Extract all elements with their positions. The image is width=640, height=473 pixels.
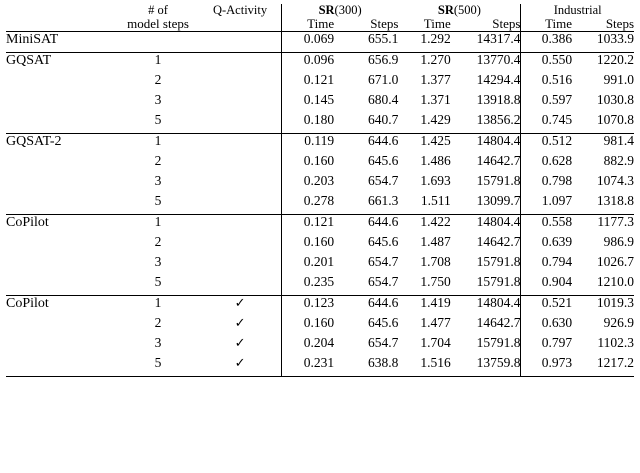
- cell-sr300-time: 0.180: [281, 113, 334, 134]
- table-row: [6, 113, 634, 134]
- cell-method: [6, 316, 117, 336]
- cell-sr500-steps: 15791.8: [476, 273, 521, 289]
- cell-industrial-time: 0.516: [521, 73, 572, 93]
- header-model-steps-line1: # of: [148, 3, 168, 17]
- cell-sr300-time: 0.160: [281, 235, 334, 255]
- cell-model-steps: 3: [154, 91, 162, 107]
- cell-q-activity: [199, 194, 281, 215]
- cell-sr500-time: 1.429: [420, 111, 451, 127]
- table-row: [6, 255, 634, 275]
- cell-method: CoPilot: [6, 214, 49, 230]
- cell-sr500-steps: 15791.8: [476, 172, 521, 188]
- cell-industrial-steps: 882.9: [603, 152, 634, 168]
- cell-sr500-steps: 15791.8: [476, 334, 521, 350]
- cell-sr300-steps: 661.3: [368, 192, 399, 208]
- cell-sr300-steps: 654.7: [368, 172, 399, 188]
- cell-sr300-time: 0.069: [281, 32, 334, 53]
- cell-sr300-steps: 645.6: [368, 152, 399, 168]
- cell-sr500-time: 1.693: [420, 172, 451, 188]
- cell-sr500-time: 1.708: [420, 253, 451, 269]
- table-row: [6, 336, 634, 356]
- cell-sr500-steps: 13856.2: [476, 111, 521, 127]
- cell-sr300-time: 0.204: [281, 336, 334, 356]
- cell-industrial-time: 0.597: [521, 93, 572, 113]
- cell-sr300-steps: 645.6: [368, 314, 399, 330]
- cell-model-steps: 1: [154, 132, 162, 148]
- cell-q-activity: ✓: [234, 314, 246, 330]
- cell-method: MiniSAT: [6, 31, 59, 47]
- cell-sr500-steps: 14642.7: [476, 152, 521, 168]
- cell-method: [6, 336, 117, 356]
- cell-sr500-steps: 14294.4: [476, 71, 521, 87]
- header-sr500-time: Time: [423, 16, 451, 32]
- cell-industrial-steps: 1070.8: [596, 111, 634, 127]
- cell-sr300-time: 0.123: [281, 296, 334, 316]
- cell-sr500-steps: 13770.4: [476, 51, 521, 67]
- table-row: [6, 53, 634, 73]
- table-row: [6, 174, 634, 194]
- cell-sr300-steps: 654.7: [368, 253, 399, 269]
- cell-sr300-time: 0.160: [281, 154, 334, 174]
- cell-model-steps: 5: [154, 354, 162, 370]
- cell-industrial-time: 0.639: [521, 235, 572, 255]
- cell-sr300-time: 0.235: [281, 275, 334, 296]
- cell-model-steps: 5: [154, 273, 162, 289]
- cell-sr300-steps: 644.6: [368, 132, 399, 148]
- cell-model-steps: 2: [154, 233, 162, 249]
- cell-industrial-time: 0.745: [521, 113, 572, 134]
- cell-industrial-time: 0.797: [521, 336, 572, 356]
- cell-sr500-time: 1.419: [420, 294, 451, 310]
- cell-sr500-steps: 14804.4: [476, 213, 521, 229]
- table-row: [6, 93, 634, 113]
- cell-sr300-steps: 654.7: [368, 334, 399, 350]
- cell-industrial-time: 0.512: [521, 134, 572, 154]
- cell-sr300-steps: 656.9: [368, 51, 399, 67]
- cell-q-activity: [199, 134, 281, 154]
- cell-sr300-steps: 640.7: [368, 111, 399, 127]
- cell-sr300-steps: 644.6: [368, 294, 399, 310]
- cell-industrial-time: 0.550: [521, 53, 572, 73]
- header-group-sr500-arg: (500): [453, 3, 481, 17]
- cell-sr300-time: 0.121: [281, 73, 334, 93]
- table-row: [6, 215, 634, 235]
- cell-model-steps: [117, 32, 200, 53]
- cell-q-activity: [199, 174, 281, 194]
- cell-industrial-time: 0.973: [521, 356, 572, 377]
- cell-sr300-time: 0.201: [281, 255, 334, 275]
- table-row: [6, 275, 634, 296]
- cell-method: [6, 93, 117, 113]
- cell-industrial-steps: 1220.2: [596, 51, 634, 67]
- cell-sr500-steps: 14804.4: [476, 132, 521, 148]
- cell-method: [6, 194, 117, 215]
- cell-q-activity: [199, 93, 281, 113]
- cell-sr300-time: 0.096: [281, 53, 334, 73]
- cell-method: [6, 174, 117, 194]
- cell-q-activity: [199, 275, 281, 296]
- cell-method: [6, 356, 117, 377]
- results-table: [6, 4, 634, 377]
- cell-sr500-steps: 14642.7: [476, 233, 521, 249]
- table-row: [6, 356, 634, 377]
- cell-method: GQSAT: [6, 52, 52, 68]
- cell-sr300-steps: 671.0: [368, 71, 399, 87]
- cell-sr300-steps: 654.7: [368, 273, 399, 289]
- cell-sr500-time: 1.377: [420, 71, 451, 87]
- header-industrial-time: Time: [521, 17, 572, 31]
- header-group-sr300-arg: (300): [334, 3, 362, 17]
- cell-sr500-steps: 13759.8: [476, 354, 521, 370]
- table-row: [6, 316, 634, 336]
- cell-model-steps: 3: [154, 334, 162, 350]
- cell-sr300-steps: 638.8: [368, 354, 399, 370]
- header-q-activity: Q-Activity: [212, 3, 268, 17]
- cell-sr500-time: 1.704: [420, 334, 451, 350]
- cell-method: CoPilot: [6, 295, 49, 311]
- rule-bottom-line: [6, 376, 634, 377]
- cell-sr300-steps: 644.6: [368, 213, 399, 229]
- table-row: [6, 296, 634, 316]
- cell-sr300-time: 0.203: [281, 174, 334, 194]
- cell-industrial-steps: 1217.2: [596, 354, 634, 370]
- cell-sr300-time: 0.231: [281, 356, 334, 377]
- cell-q-activity: [199, 215, 281, 235]
- cell-sr500-steps: 14804.4: [476, 294, 521, 310]
- cell-method: [6, 255, 117, 275]
- cell-industrial-time: 0.904: [521, 275, 572, 296]
- cell-sr500-time: 1.516: [420, 354, 451, 370]
- cell-industrial-time: 0.794: [521, 255, 572, 275]
- cell-sr500-time: 1.371: [420, 91, 451, 107]
- cell-method: [6, 235, 117, 255]
- cell-sr500-time: 1.511: [420, 192, 451, 208]
- cell-sr500-steps: 13099.7: [476, 192, 521, 208]
- cell-industrial-time: 0.628: [521, 154, 572, 174]
- cell-model-steps: 1: [154, 51, 162, 67]
- cell-method: [6, 113, 117, 134]
- cell-method: GQSAT-2: [6, 133, 62, 149]
- table-row: [6, 32, 634, 53]
- cell-sr500-steps: 13918.8: [476, 91, 521, 107]
- cell-sr500-steps: 14642.7: [476, 314, 521, 330]
- cell-sr500-time: 1.477: [420, 314, 451, 330]
- header-industrial-steps: Steps: [605, 16, 634, 32]
- table-row: [6, 235, 634, 255]
- header-sr300-time: Time: [281, 17, 334, 31]
- cell-sr500-time: 1.425: [420, 132, 451, 148]
- header-group-sr300-label: SR: [318, 3, 335, 17]
- table-row: [6, 134, 634, 154]
- header-group-sr500-label: SR: [437, 3, 454, 17]
- table-row: [6, 194, 634, 215]
- cell-method: [6, 73, 117, 93]
- cell-model-steps: 5: [154, 192, 162, 208]
- cell-industrial-time: 1.097: [521, 194, 572, 215]
- cell-sr300-steps: 655.1: [368, 30, 399, 46]
- cell-q-activity: [199, 255, 281, 275]
- cell-industrial-steps: 1177.3: [597, 213, 634, 229]
- cell-industrial-time: 0.798: [521, 174, 572, 194]
- cell-sr300-time: 0.145: [281, 93, 334, 113]
- cell-industrial-steps: 1026.7: [596, 253, 634, 269]
- header-sr300-steps: Steps: [370, 16, 399, 32]
- cell-sr300-time: 0.121: [281, 215, 334, 235]
- cell-q-activity: ✓: [234, 354, 246, 370]
- cell-industrial-steps: 1102.3: [597, 334, 634, 350]
- cell-model-steps: 5: [154, 111, 162, 127]
- cell-industrial-steps: 926.9: [603, 314, 634, 330]
- cell-q-activity: ✓: [234, 334, 246, 350]
- cell-sr500-time: 1.750: [420, 273, 451, 289]
- cell-industrial-time: 0.386: [521, 32, 572, 53]
- cell-industrial-steps: 986.9: [603, 233, 634, 249]
- cell-sr500-time: 1.292: [420, 30, 451, 46]
- cell-industrial-time: 0.521: [521, 296, 572, 316]
- cell-sr300-time: 0.278: [281, 194, 334, 215]
- header-model-steps-line2: model steps: [127, 16, 189, 32]
- cell-sr500-steps: 14317.4: [476, 30, 521, 46]
- rule-bottom: [6, 376, 634, 377]
- cell-q-activity: [199, 154, 281, 174]
- cell-sr500-steps: 15791.8: [476, 253, 521, 269]
- cell-industrial-time: 0.630: [521, 316, 572, 336]
- cell-sr300-steps: 645.6: [368, 233, 399, 249]
- cell-sr300-steps: 680.4: [368, 91, 399, 107]
- cell-sr500-time: 1.270: [420, 51, 451, 67]
- cell-q-activity: ✓: [234, 294, 246, 310]
- cell-model-steps: 2: [154, 152, 162, 168]
- cell-model-steps: 1: [154, 294, 162, 310]
- cell-industrial-time: 0.558: [521, 215, 572, 235]
- cell-q-activity: [199, 32, 281, 53]
- header-method: [6, 4, 117, 17]
- cell-model-steps: 1: [154, 213, 162, 229]
- cell-model-steps: 2: [154, 314, 162, 330]
- cell-sr500-time: 1.486: [420, 152, 451, 168]
- header-group-industrial: Industrial: [521, 4, 634, 17]
- cell-industrial-steps: 1074.3: [596, 172, 634, 188]
- header-q-activity-blank: [199, 17, 281, 31]
- cell-method: [6, 275, 117, 296]
- cell-q-activity: [199, 235, 281, 255]
- cell-industrial-steps: 981.4: [603, 132, 634, 148]
- cell-method: [6, 154, 117, 174]
- cell-industrial-steps: 1019.3: [596, 294, 634, 310]
- cell-sr500-time: 1.422: [420, 213, 451, 229]
- header-sr500-steps: Steps: [492, 16, 521, 32]
- cell-q-activity: [199, 53, 281, 73]
- cell-sr300-time: 0.119: [281, 134, 334, 154]
- cell-sr500-time: 1.487: [420, 233, 451, 249]
- results-table-body: [6, 4, 634, 377]
- table-row: [6, 73, 634, 93]
- cell-model-steps: 3: [154, 172, 162, 188]
- header-row-sub: [6, 17, 634, 31]
- cell-industrial-steps: 991.0: [603, 71, 634, 87]
- cell-industrial-steps: 1033.9: [596, 30, 634, 46]
- cell-industrial-steps: 1318.8: [596, 192, 634, 208]
- cell-sr300-time: 0.160: [281, 316, 334, 336]
- cell-q-activity: [199, 73, 281, 93]
- cell-q-activity: [199, 113, 281, 134]
- cell-model-steps: 2: [154, 71, 162, 87]
- header-method-blank: [6, 17, 117, 31]
- cell-industrial-steps: 1030.8: [596, 91, 634, 107]
- table-row: [6, 154, 634, 174]
- cell-model-steps: 3: [154, 253, 162, 269]
- cell-industrial-steps: 1210.0: [596, 273, 634, 289]
